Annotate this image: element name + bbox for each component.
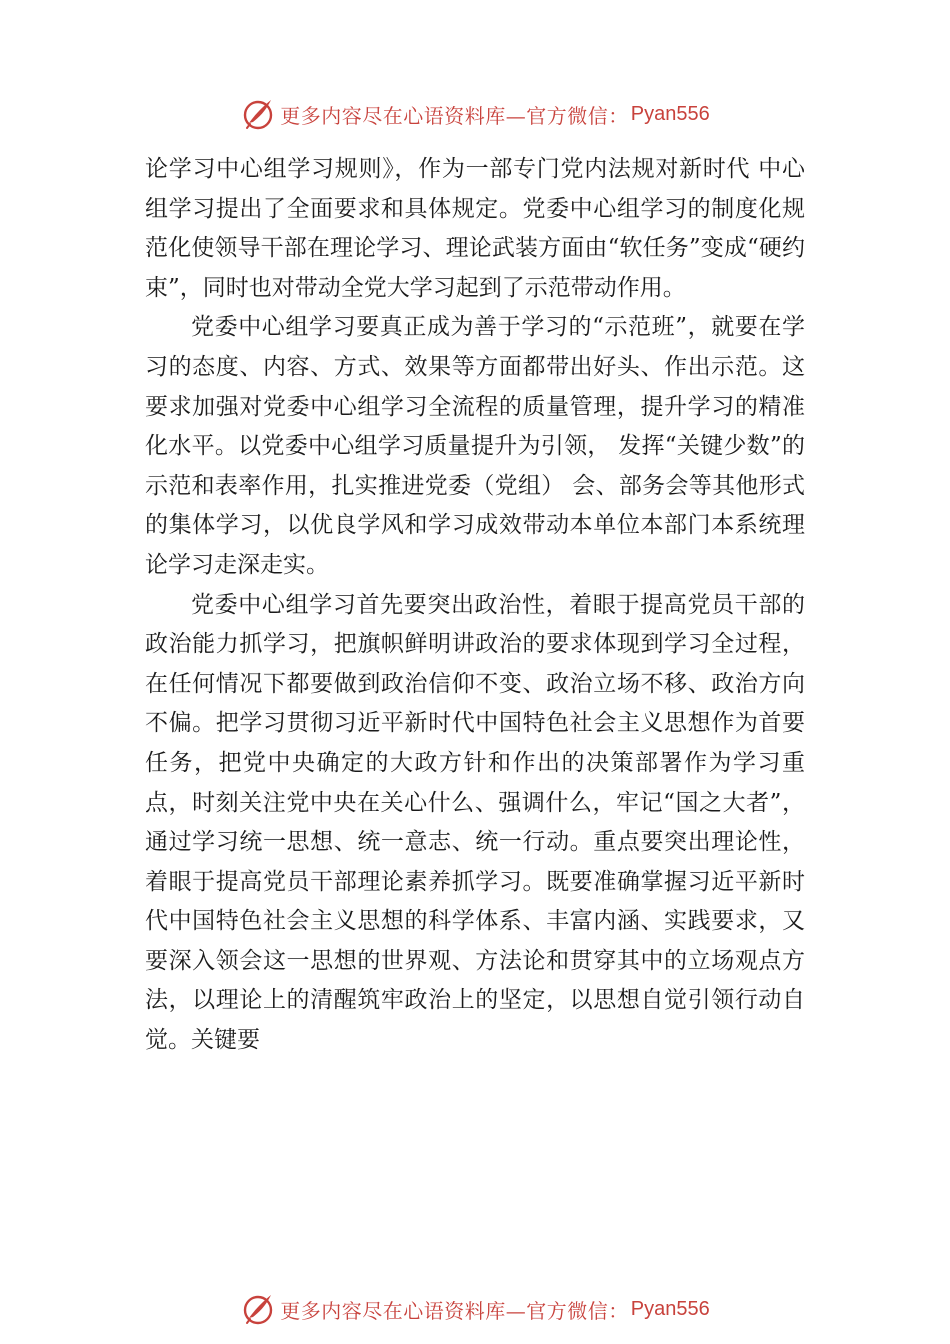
- banner-text: 更多内容尽在心语资料库—官方微信：: [280, 103, 629, 128]
- paragraph-2: 党委中心组学习要真正成为善于学习的“示范班”，就要在学习的态度、内容、方式、效果等方面都带出好头、作出示范。这要求加强对党委中心组学习全流程的质量管理，提升学习的精准化水平。以党委中心组学习质量提升为引领， 发挥“关键少数”的示范和表率作用，扎实推进党委（党组） 会、部务会等其他形式的集体学习，以优良学风和学习成效带动本单位本部门本系统理论学习走深走实。: [145, 314, 805, 578]
- paragraph-3: 党委中心组学习首先要突出政治性，着眼于提高党员干部的政治能力抓学习，把旗帜鲜明讲政治的要求体现到学习全过程，在任何情况下都要做到政治信仰不变、政治立场不移、政治方向不偏。把学习贯彻习近平新时代中国特色社会主义思想作为首要任务，把党中央确定的大政方针和作出的决策部署作为学习重点，时刻关注党中央在关心什么、强调什么，牢记“国之大者”，通过学习统一思想、统一意志、统一行动。重点要突出理论性，着眼于提高党员干部理论素养抓学习。既要准确掌握习近平新时代中国特色社会主义思想的科学体系、丰富内涵、实践要求，又要深入领会这一思想的世界观、方法论和贯穿其中的立场观点方法，以理论上的清醒筑牢政治上的坚定，以思想自觉引领行动自觉。关键要: [145, 591, 805, 1054]
- wechat-id: Pyan556: [630, 102, 710, 125]
- footer-wechat-id: Pyan556: [630, 1297, 710, 1320]
- footer-banner: [0, 1289, 950, 1329]
- quill-seal-icon: [240, 96, 276, 132]
- footer-banner-text: 更多内容尽在心语资料库—官方微信：: [280, 1298, 629, 1323]
- quill-seal-icon: [240, 1291, 276, 1327]
- paragraph-1: 论学习中心组学习规则》，作为一部专门党内法规对新时代 中心组学习提出了全面要求和具体规定。党委中心组学习的制度化规范化使领导干部在理论学习、理论武装方面由“软任务”变成“硬约束”，同时也对带动全党大学习起到了示范带动作用。: [145, 156, 805, 301]
- header-banner: [0, 94, 950, 134]
- document-body: [145, 150, 805, 1061]
